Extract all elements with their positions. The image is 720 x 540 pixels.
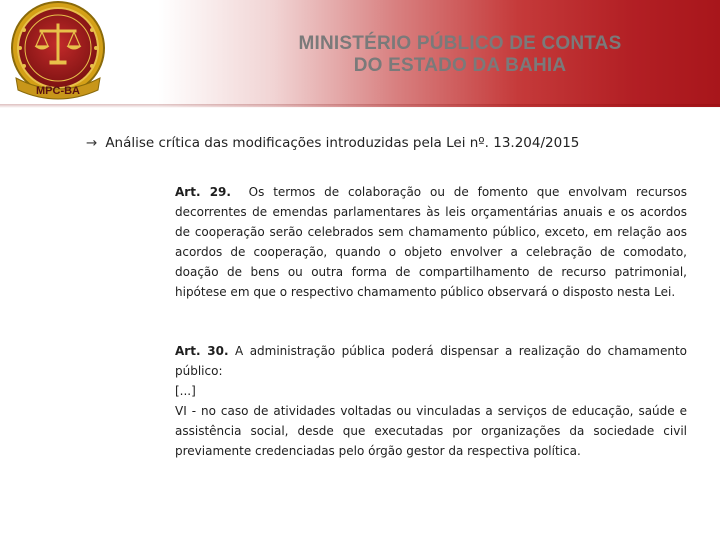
page-title xyxy=(200,33,720,77)
article-30-text: A administração pública poderá dispensar a realização do chamamento público: xyxy=(175,344,687,378)
header-divider xyxy=(0,104,720,108)
article-30-item-vi: VI - no caso de atividades voltadas ou vinculadas a serviços de educação, saúde e assistência social, desde que executadas por organizações da sociedade civil previamente credenciadas pelo órgão gestor da respectiva política. xyxy=(175,404,687,458)
section-heading-text: Análise crítica das modificações introduzidas pela Lei nº. 13.204/2015 xyxy=(105,135,580,151)
title-line-2: DO ESTADO DA BAHIA xyxy=(353,55,567,76)
arrow-right-icon: → xyxy=(86,135,98,151)
mpc-ba-seal-logo xyxy=(2,0,114,104)
title-line-1: MINISTÉRIO PÚBLICO DE CONTAS xyxy=(298,33,622,54)
section-heading xyxy=(86,135,686,151)
article-29 xyxy=(175,182,687,302)
article-29-label: Art. 29. xyxy=(175,185,231,199)
logo-banner-text: MPC-BA xyxy=(36,85,80,97)
article-29-text: Os termos de colaboração ou de fomento que envolvam recursos decorrentes de emendas parlamentares às leis orçamentárias anuais e os acordos de cooperação serão celebrados sem chamamento público, exceto, em relação aos acordos de cooperação, quando o objeto envolver a celebração de comodato, doação de bens ou outra forma de compartilhamento de recurso patrimonial, hipótese em que o respectivo chamamento público observará o disposto nesta Lei. xyxy=(175,185,687,299)
article-30-ellipsis: [...] xyxy=(175,384,196,398)
article-30-label: Art. 30. xyxy=(175,344,229,358)
article-30 xyxy=(175,341,687,461)
